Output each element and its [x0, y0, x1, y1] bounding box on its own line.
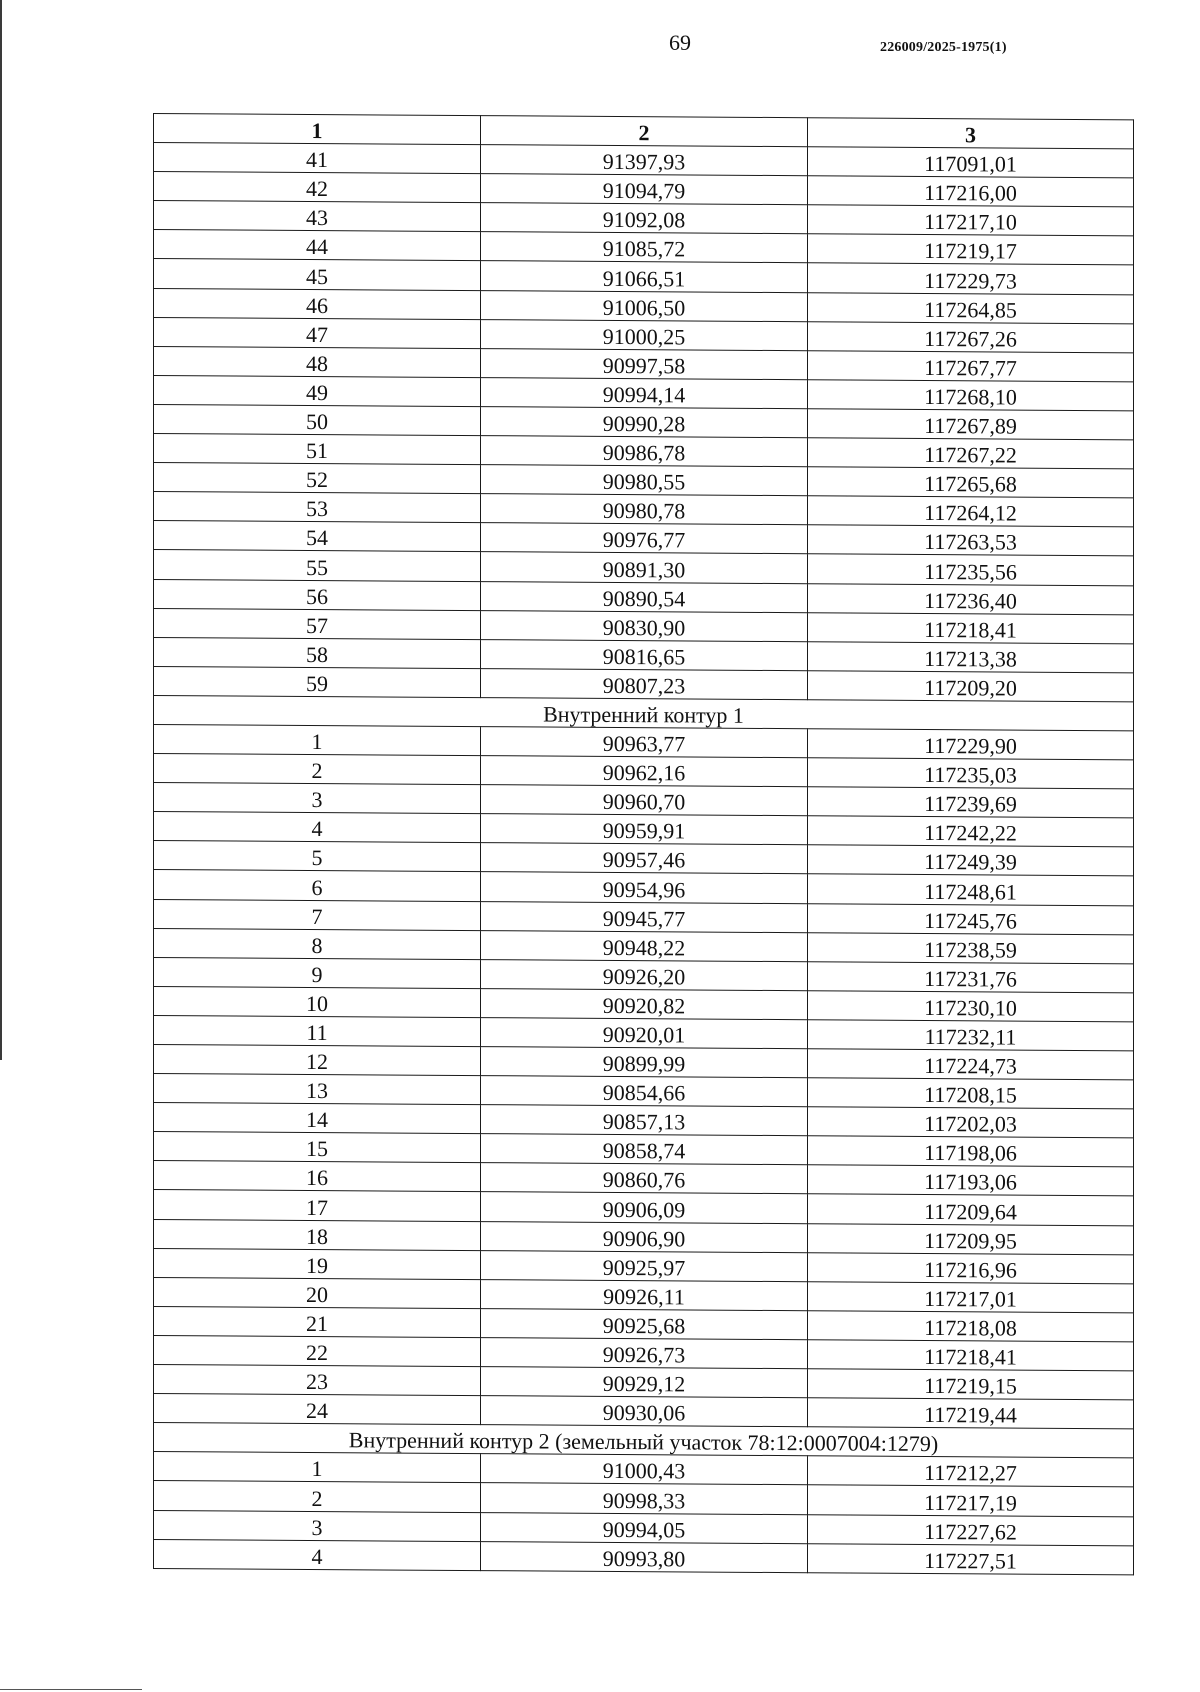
coordinates-table [153, 113, 1134, 1575]
point-number-cell: 16 [154, 1161, 481, 1192]
coordinates-table-wrapper [153, 113, 1133, 1575]
point-number-cell: 57 [154, 608, 481, 639]
point-number-cell: 6 [154, 870, 481, 901]
x-coordinate-cell: 90998,33 [481, 1483, 808, 1514]
y-coordinate-cell: 117219,44 [808, 1398, 1134, 1429]
y-coordinate-cell: 117218,08 [808, 1311, 1134, 1342]
point-number-cell: 42 [154, 172, 481, 203]
point-number-cell: 9 [154, 957, 481, 988]
y-coordinate-cell: 117235,56 [808, 554, 1134, 585]
point-number-cell: 53 [154, 492, 481, 523]
point-number-cell: 48 [154, 346, 481, 377]
x-coordinate-cell: 90962,16 [481, 756, 808, 787]
point-number-cell: 5 [154, 841, 481, 872]
y-coordinate-cell: 117218,41 [808, 1340, 1134, 1371]
y-coordinate-cell: 117231,76 [808, 961, 1134, 992]
point-number-cell: 20 [154, 1277, 481, 1308]
x-coordinate-cell: 91094,79 [481, 174, 808, 205]
point-number-cell: 15 [154, 1132, 481, 1163]
y-coordinate-cell: 117267,26 [808, 321, 1134, 352]
x-coordinate-cell: 90899,99 [481, 1047, 808, 1078]
x-coordinate-cell: 90854,66 [481, 1076, 808, 1107]
y-coordinate-cell: 117267,22 [808, 438, 1134, 469]
y-coordinate-cell: 117245,76 [808, 903, 1134, 934]
point-number-cell: 50 [154, 404, 481, 435]
table-row [154, 1539, 1134, 1574]
y-coordinate-cell: 117217,10 [808, 205, 1134, 236]
point-number-cell: 54 [154, 521, 481, 552]
point-number-cell: 49 [154, 375, 481, 406]
point-number-cell: 2 [154, 1481, 481, 1512]
y-coordinate-cell: 117091,01 [808, 147, 1134, 178]
point-number-cell: 7 [154, 899, 481, 930]
document-code: 226009/2025-1975(1) [880, 40, 1007, 55]
x-coordinate-cell: 90986,78 [481, 436, 808, 467]
x-coordinate-cell: 90926,11 [481, 1279, 808, 1310]
y-coordinate-cell: 117229,73 [808, 263, 1134, 294]
point-number-cell: 44 [154, 230, 481, 261]
point-number-cell: 46 [154, 288, 481, 319]
x-coordinate-cell: 90906,09 [481, 1192, 808, 1223]
y-coordinate-cell: 117265,68 [808, 467, 1134, 498]
x-coordinate-cell: 90980,78 [481, 494, 808, 525]
y-coordinate-cell: 117263,53 [808, 525, 1134, 556]
y-coordinate-cell: 117239,69 [808, 787, 1134, 818]
x-coordinate-cell: 91085,72 [481, 232, 808, 263]
y-coordinate-cell: 117230,10 [808, 991, 1134, 1022]
y-coordinate-cell: 117209,64 [808, 1194, 1134, 1225]
x-coordinate-cell: 91066,51 [481, 261, 808, 292]
y-coordinate-cell: 117218,41 [808, 612, 1134, 643]
y-coordinate-cell: 117236,40 [808, 583, 1134, 614]
y-coordinate-cell: 117248,61 [808, 874, 1134, 905]
point-number-cell: 55 [154, 550, 481, 581]
scan-edge-left [0, 0, 2, 1060]
point-number-cell: 8 [154, 928, 481, 959]
x-coordinate-cell: 90963,77 [481, 727, 808, 758]
point-number-cell: 12 [154, 1045, 481, 1076]
point-number-cell: 3 [154, 1510, 481, 1541]
point-number-cell: 1 [154, 724, 481, 755]
x-coordinate-cell: 90830,90 [481, 610, 808, 641]
x-coordinate-cell: 90920,82 [481, 988, 808, 1019]
x-coordinate-cell: 90857,13 [481, 1105, 808, 1136]
y-coordinate-cell: 117213,38 [808, 641, 1134, 672]
y-coordinate-cell: 117216,96 [808, 1252, 1134, 1283]
x-coordinate-cell: 90891,30 [481, 552, 808, 583]
y-coordinate-cell: 117217,19 [808, 1485, 1134, 1516]
x-coordinate-cell: 90993,80 [481, 1541, 808, 1572]
point-number-cell: 41 [154, 143, 481, 174]
point-number-cell: 2 [154, 754, 481, 785]
table-body [154, 143, 1134, 1575]
point-number-cell: 56 [154, 579, 481, 610]
y-coordinate-cell: 117232,11 [808, 1020, 1134, 1051]
point-number-cell: 51 [154, 434, 481, 465]
column-header-3: 3 [808, 118, 1134, 149]
y-coordinate-cell: 117209,95 [808, 1223, 1134, 1254]
y-coordinate-cell: 117216,00 [808, 176, 1134, 207]
y-coordinate-cell: 117229,90 [808, 729, 1134, 760]
point-number-cell: 17 [154, 1190, 481, 1221]
x-coordinate-cell: 91092,08 [481, 203, 808, 234]
y-coordinate-cell: 117249,39 [808, 845, 1134, 876]
point-number-cell: 43 [154, 201, 481, 232]
x-coordinate-cell: 91006,50 [481, 290, 808, 321]
y-coordinate-cell: 117198,06 [808, 1136, 1134, 1167]
y-coordinate-cell: 117208,15 [808, 1078, 1134, 1109]
point-number-cell: 52 [154, 463, 481, 494]
point-number-cell: 10 [154, 986, 481, 1017]
x-coordinate-cell: 90906,90 [481, 1221, 808, 1252]
x-coordinate-cell: 90816,65 [481, 639, 808, 670]
y-coordinate-cell: 117235,03 [808, 758, 1134, 789]
y-coordinate-cell: 117238,59 [808, 932, 1134, 963]
scan-edge-bottom [0, 1689, 142, 1690]
point-number-cell: 23 [154, 1365, 481, 1396]
x-coordinate-cell: 90926,20 [481, 959, 808, 990]
point-number-cell: 58 [154, 637, 481, 668]
y-coordinate-cell: 117224,73 [808, 1049, 1134, 1080]
x-coordinate-cell: 90990,28 [481, 407, 808, 438]
column-header-2: 2 [481, 116, 808, 147]
x-coordinate-cell: 90976,77 [481, 523, 808, 554]
y-coordinate-cell: 117268,10 [808, 380, 1134, 411]
point-number-cell: 11 [154, 1015, 481, 1046]
y-coordinate-cell: 117212,27 [808, 1456, 1134, 1487]
point-number-cell: 18 [154, 1219, 481, 1250]
y-coordinate-cell: 117219,17 [808, 234, 1134, 265]
point-number-cell: 3 [154, 783, 481, 814]
x-coordinate-cell: 90980,55 [481, 465, 808, 496]
point-number-cell: 4 [154, 812, 481, 843]
y-coordinate-cell: 117267,89 [808, 409, 1134, 440]
section-title: Внутренний контур 1 [154, 695, 1134, 730]
point-number-cell: 22 [154, 1335, 481, 1366]
point-number-cell: 4 [154, 1539, 481, 1570]
x-coordinate-cell: 90858,74 [481, 1134, 808, 1165]
point-number-cell: 59 [154, 666, 481, 697]
y-coordinate-cell: 117219,15 [808, 1369, 1134, 1400]
x-coordinate-cell: 90954,96 [481, 872, 808, 903]
x-coordinate-cell: 90860,76 [481, 1163, 808, 1194]
point-number-cell: 14 [154, 1103, 481, 1134]
x-coordinate-cell: 90960,70 [481, 785, 808, 816]
x-coordinate-cell: 90945,77 [481, 901, 808, 932]
x-coordinate-cell: 90920,01 [481, 1018, 808, 1049]
y-coordinate-cell: 117227,62 [808, 1514, 1134, 1545]
point-number-cell: 21 [154, 1306, 481, 1337]
point-number-cell: 45 [154, 259, 481, 290]
x-coordinate-cell: 91397,93 [481, 145, 808, 176]
page-number: 69 [669, 30, 691, 55]
x-coordinate-cell: 90997,58 [481, 348, 808, 379]
x-coordinate-cell: 90948,22 [481, 930, 808, 961]
x-coordinate-cell: 90957,46 [481, 843, 808, 874]
y-coordinate-cell: 117267,77 [808, 350, 1134, 381]
point-number-cell: 19 [154, 1248, 481, 1279]
y-coordinate-cell: 117217,01 [808, 1281, 1134, 1312]
y-coordinate-cell: 117227,51 [808, 1543, 1134, 1574]
point-number-cell: 47 [154, 317, 481, 348]
point-number-cell: 1 [154, 1452, 481, 1483]
x-coordinate-cell: 90959,91 [481, 814, 808, 845]
x-coordinate-cell: 91000,43 [481, 1454, 808, 1485]
x-coordinate-cell: 90807,23 [481, 668, 808, 699]
x-coordinate-cell: 90926,73 [481, 1338, 808, 1369]
x-coordinate-cell: 90930,06 [481, 1396, 808, 1427]
x-coordinate-cell: 91000,25 [481, 319, 808, 350]
section-title: Внутренний контур 2 (земельный участок 78:12:0007004:1279) [154, 1423, 1134, 1458]
x-coordinate-cell: 90925,68 [481, 1308, 808, 1339]
y-coordinate-cell: 117202,03 [808, 1107, 1134, 1138]
x-coordinate-cell: 90994,14 [481, 377, 808, 408]
column-header-1: 1 [154, 114, 481, 145]
point-number-cell: 24 [154, 1394, 481, 1425]
y-coordinate-cell: 117264,85 [808, 292, 1134, 323]
y-coordinate-cell: 117242,22 [808, 816, 1134, 847]
x-coordinate-cell: 90925,97 [481, 1250, 808, 1281]
x-coordinate-cell: 90890,54 [481, 581, 808, 612]
y-coordinate-cell: 117209,20 [808, 671, 1134, 702]
y-coordinate-cell: 117264,12 [808, 496, 1134, 527]
y-coordinate-cell: 117193,06 [808, 1165, 1134, 1196]
point-number-cell: 13 [154, 1074, 481, 1105]
x-coordinate-cell: 90929,12 [481, 1367, 808, 1398]
x-coordinate-cell: 90994,05 [481, 1512, 808, 1543]
